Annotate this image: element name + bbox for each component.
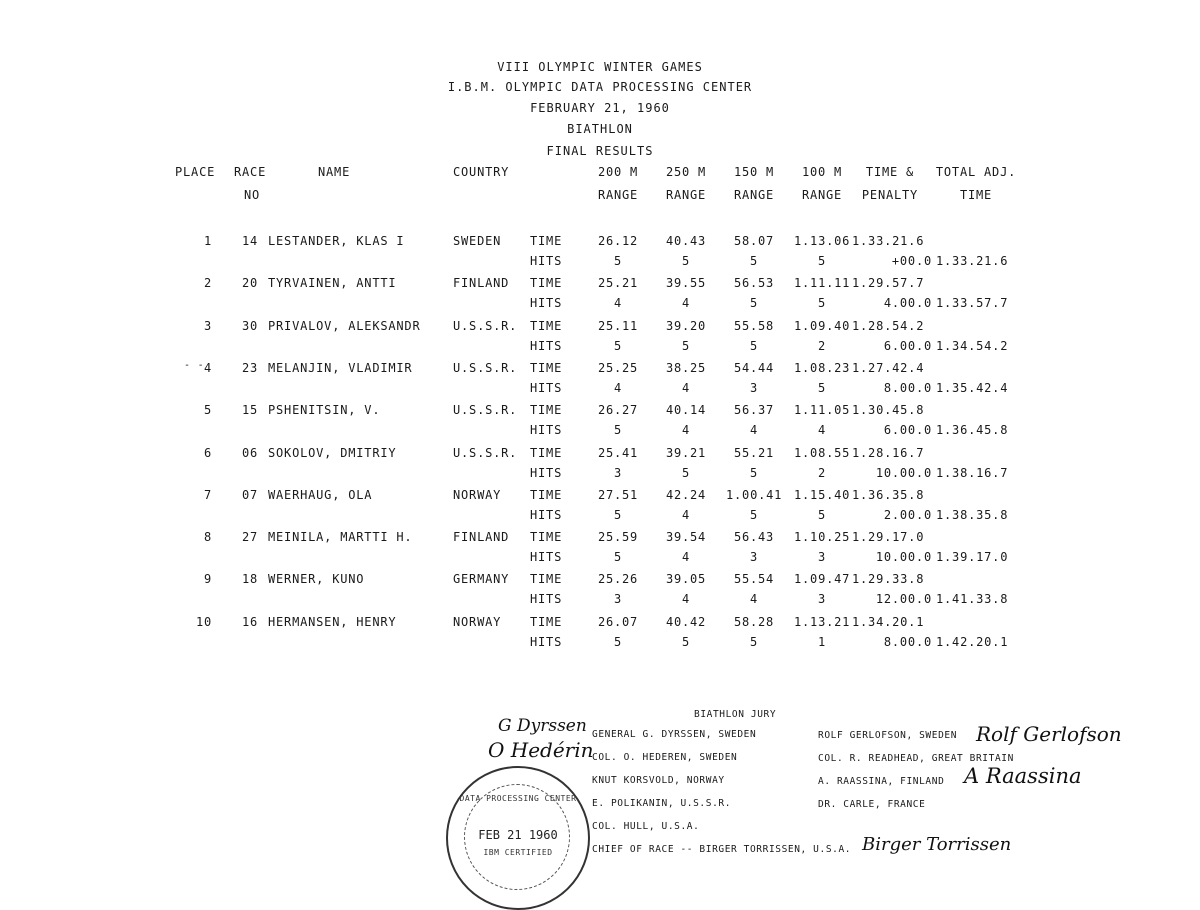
range-hits-cell: 5: [749, 507, 759, 522]
col-100m-range: RANGE: [801, 188, 843, 202]
time-label: TIME: [530, 614, 563, 629]
range-time-cell: 1.08.55: [794, 445, 851, 460]
country-cell: GERMANY: [453, 572, 510, 587]
place-cell: 5: [203, 403, 212, 418]
place-cell: 10: [195, 614, 212, 629]
range-hits-cell: 5: [817, 380, 827, 395]
adj-time-cell: 1.36.45.8: [936, 423, 1009, 438]
range-hits-cell: 4: [681, 380, 691, 395]
race-no-cell: 14: [242, 234, 259, 248]
range-time-cell: 26.12: [597, 234, 639, 248]
range-hits-cell: 5: [613, 254, 623, 268]
time-label: TIME: [530, 572, 563, 587]
range-hits-cell: 5: [817, 296, 827, 311]
range-time-cell: 1.09.47: [794, 572, 851, 587]
race-no-cell: 07: [242, 487, 259, 502]
range-time-cell: 39.21: [665, 445, 707, 460]
col-time-penalty-2: PENALTY: [861, 188, 919, 202]
jury-right-1: ROLF GERLOFSON, SWEDEN: [818, 730, 958, 741]
range-time-cell: 1.11.11: [794, 276, 851, 291]
race-no-cell: 16: [242, 614, 259, 629]
col-country: COUNTRY: [453, 165, 510, 179]
range-hits-cell: 5: [817, 254, 827, 268]
signature-torrissen: Birger Torrissen: [862, 834, 1012, 855]
hits-label: HITS: [530, 296, 563, 311]
col-150m-range: RANGE: [733, 188, 775, 202]
time-label: TIME: [530, 276, 563, 291]
range-time-cell: 40.14: [665, 403, 707, 418]
stamp-bottom-text: IBM CERTIFIED: [483, 848, 553, 857]
range-time-cell: 27.51: [597, 487, 639, 502]
range-hits-cell: 5: [749, 338, 759, 353]
country-cell: NORWAY: [453, 487, 502, 502]
time-label: TIME: [530, 403, 563, 418]
range-hits-cell: 5: [681, 254, 691, 268]
col-total-adj: TOTAL ADJ.: [935, 165, 1017, 179]
country-cell: NORWAY: [453, 614, 502, 629]
range-hits-cell: 3: [749, 550, 759, 565]
range-hits-cell: 5: [613, 507, 623, 522]
range-time-cell: 42.24: [665, 487, 707, 502]
range-time-cell: 39.55: [665, 276, 707, 291]
country-cell: U.S.S.R.: [453, 360, 518, 375]
race-no-cell: 06: [242, 445, 259, 460]
adj-time-cell: 1.38.35.8: [936, 507, 1009, 522]
range-hits-cell: 3: [817, 550, 827, 565]
range-hits-cell: 5: [613, 338, 623, 353]
signature-hederen: O Hedérin: [488, 738, 594, 762]
range-hits-cell: 4: [613, 380, 623, 395]
document-subtitle: FINAL RESULTS: [546, 144, 654, 158]
range-hits-cell: 4: [681, 592, 691, 607]
range-time-cell: 26.07: [597, 614, 639, 629]
country-cell: FINLAND: [453, 276, 510, 291]
range-time-cell: 55.21: [733, 445, 775, 460]
competitor-name: SOKOLOV, DMITRIY: [268, 445, 397, 460]
place-cell: 2: [203, 276, 212, 291]
col-name: NAME: [318, 165, 351, 179]
range-hits-cell: 1: [817, 634, 827, 649]
range-time-cell: 58.07: [733, 234, 775, 248]
range-time-cell: 25.25: [597, 360, 639, 375]
hits-label: HITS: [530, 423, 563, 438]
range-time-cell: 38.25: [665, 360, 707, 375]
time-label: TIME: [530, 487, 563, 502]
adj-time-cell: 1.34.54.2: [936, 338, 1009, 353]
time-label: TIME: [530, 360, 563, 375]
jury-left-2: COL. O. HEDEREN, SWEDEN: [592, 752, 738, 763]
range-time-cell: 39.05: [665, 572, 707, 587]
range-hits-cell: 3: [749, 380, 759, 395]
time-label: TIME: [530, 318, 563, 333]
col-time-penalty: TIME &: [865, 165, 915, 179]
competitor-name: PRIVALOV, ALEKSANDR: [268, 318, 421, 333]
penalty-cell: 6.00.0: [883, 423, 932, 438]
col-place: PLACE: [175, 165, 216, 179]
range-time-cell: 1.15.40: [794, 487, 851, 502]
range-time-cell: 55.58: [733, 318, 775, 333]
competitor-name: MEINILA, MARTTI H.: [268, 530, 413, 545]
col-race-no: NO: [244, 188, 261, 202]
range-hits-cell: 4: [749, 592, 759, 607]
range-hits-cell: 4: [613, 296, 623, 311]
range-hits-cell: 5: [749, 254, 759, 268]
competitor-name: MELANJIN, VLADIMIR: [268, 360, 413, 375]
jury-right-2: COL. R. READHEAD, GREAT BRITAIN: [818, 753, 1014, 764]
place-cell: 1: [203, 234, 212, 248]
range-hits-cell: 4: [681, 296, 691, 311]
time-label: TIME: [530, 530, 563, 545]
range-time-cell: 26.27: [597, 403, 639, 418]
range-time-cell: 39.20: [665, 318, 707, 333]
processing-center-title: I.B.M. OLYMPIC DATA PROCESSING CENTER: [447, 80, 753, 94]
col-250m-range: RANGE: [665, 188, 707, 202]
range-time-cell: 1.09.40: [794, 318, 851, 333]
jury-right-3: A. RAASSINA, FINLAND: [818, 776, 945, 787]
time-total-cell: 1.36.35.8: [852, 487, 925, 502]
place-cell: 4: [203, 360, 212, 375]
range-hits-cell: 5: [749, 296, 759, 311]
country-cell: SWEDEN: [453, 234, 502, 248]
range-time-cell: 1.13.21: [794, 614, 851, 629]
signature-gerlofson: Rolf Gerlofson: [976, 722, 1122, 746]
jury-title: BIATHLON JURY: [694, 709, 777, 720]
race-no-cell: 20: [242, 276, 259, 291]
jury-right-4: DR. CARLE, FRANCE: [818, 799, 926, 810]
place-cell: 6: [203, 445, 212, 460]
range-hits-cell: 5: [817, 507, 827, 522]
range-hits-cell: 5: [681, 465, 691, 480]
jury-left-4: E. POLIKANIN, U.S.S.R.: [592, 798, 732, 809]
adj-time-cell: 1.33.57.7: [936, 296, 1009, 311]
range-hits-cell: 4: [749, 423, 759, 438]
range-hits-cell: 4: [817, 423, 827, 438]
range-hits-cell: 2: [817, 338, 827, 353]
range-time-cell: 56.43: [733, 530, 775, 545]
adj-time-cell: 1.38.16.7: [936, 465, 1009, 480]
penalty-cell: 2.00.0: [883, 507, 932, 522]
col-200m: 200 M: [597, 165, 639, 179]
stray-mark: - -: [184, 360, 205, 371]
race-no-cell: 30: [242, 318, 259, 333]
range-time-cell: 58.28: [733, 614, 775, 629]
hits-label: HITS: [530, 465, 563, 480]
hits-label: HITS: [530, 254, 563, 268]
signature-dyrssen: G Dyrssen: [498, 716, 587, 736]
jury-left-1: GENERAL G. DYRSSEN, SWEDEN: [592, 729, 757, 740]
range-time-cell: 25.11: [597, 318, 639, 333]
range-hits-cell: 5: [749, 465, 759, 480]
place-cell: 8: [203, 530, 212, 545]
penalty-cell: 4.00.0: [883, 296, 932, 311]
range-hits-cell: 5: [613, 423, 623, 438]
range-time-cell: 25.59: [597, 530, 639, 545]
range-hits-cell: 5: [681, 338, 691, 353]
adj-time-cell: 1.39.17.0: [936, 550, 1009, 565]
penalty-cell: 12.00.0: [875, 592, 932, 607]
range-hits-cell: 4: [681, 507, 691, 522]
hits-label: HITS: [530, 550, 563, 565]
col-100m: 100 M: [801, 165, 843, 179]
adj-time-cell: 1.33.21.6: [936, 254, 1009, 268]
range-hits-cell: 3: [817, 592, 827, 607]
range-time-cell: 1.00.41: [726, 487, 783, 502]
stamp-date: FEB 21 1960: [478, 828, 558, 842]
range-time-cell: 25.26: [597, 572, 639, 587]
place-cell: 3: [203, 318, 212, 333]
time-total-cell: 1.29.17.0: [852, 530, 925, 545]
time-total-cell: 1.30.45.8: [852, 403, 925, 418]
range-time-cell: 1.13.06: [794, 234, 851, 248]
penalty-cell: 10.00.0: [875, 550, 932, 565]
race-no-cell: 23: [242, 360, 259, 375]
race-no-cell: 15: [242, 403, 259, 418]
range-time-cell: 56.37: [733, 403, 775, 418]
range-hits-cell: 5: [613, 634, 623, 649]
col-total-adj-time: TIME: [959, 188, 993, 202]
competitor-name: TYRVAINEN, ANTTI: [268, 276, 397, 291]
range-time-cell: 40.43: [665, 234, 707, 248]
range-hits-cell: 5: [613, 550, 623, 565]
penalty-cell: 10.00.0: [875, 465, 932, 480]
col-race: RACE: [234, 165, 267, 179]
range-hits-cell: 4: [681, 550, 691, 565]
range-hits-cell: 5: [749, 634, 759, 649]
country-cell: U.S.S.R.: [453, 318, 518, 333]
range-hits-cell: 2: [817, 465, 827, 480]
time-total-cell: 1.28.54.2: [852, 318, 925, 333]
time-label: TIME: [530, 445, 563, 460]
competitor-name: PSHENITSIN, V.: [268, 403, 381, 418]
range-time-cell: 40.42: [665, 614, 707, 629]
chief-of-race: CHIEF OF RACE -- BIRGER TORRISSEN, U.S.A.: [592, 844, 852, 855]
competitor-name: WERNER, KUNO: [268, 572, 365, 587]
time-total-cell: 1.29.33.8: [852, 572, 925, 587]
competitor-name: HERMANSEN, HENRY: [268, 614, 397, 629]
document-date: FEBRUARY 21, 1960: [530, 101, 670, 115]
penalty-cell: +00.0: [891, 254, 932, 268]
time-total-cell: 1.34.20.1: [852, 614, 925, 629]
games-title: VIII OLYMPIC WINTER GAMES: [497, 60, 703, 74]
adj-time-cell: 1.35.42.4: [936, 380, 1009, 395]
jury-left-5: COL. HULL, U.S.A.: [592, 821, 700, 832]
stamp-top-text: DATA PROCESSING CENTER: [459, 794, 577, 803]
range-hits-cell: 3: [613, 465, 623, 480]
penalty-cell: 8.00.0: [883, 380, 932, 395]
col-250m: 250 M: [665, 165, 707, 179]
penalty-cell: 6.00.0: [883, 338, 932, 353]
competitor-name: LESTANDER, KLAS I: [268, 234, 405, 248]
penalty-cell: 8.00.0: [883, 634, 932, 649]
country-cell: U.S.S.R.: [453, 403, 518, 418]
range-time-cell: 39.54: [665, 530, 707, 545]
race-no-cell: 27: [242, 530, 259, 545]
country-cell: FINLAND: [453, 530, 510, 545]
adj-time-cell: 1.42.20.1: [936, 634, 1009, 649]
range-hits-cell: 5: [681, 634, 691, 649]
hits-label: HITS: [530, 592, 563, 607]
range-time-cell: 1.08.23: [794, 360, 851, 375]
time-total-cell: 1.28.16.7: [852, 445, 925, 460]
race-no-cell: 18: [242, 572, 259, 587]
range-time-cell: 25.21: [597, 276, 639, 291]
range-hits-cell: 3: [613, 592, 623, 607]
time-total-cell: 1.29.57.7: [852, 276, 925, 291]
time-total-cell: 1.33.21.6: [852, 234, 925, 248]
range-hits-cell: 4: [681, 423, 691, 438]
hits-label: HITS: [530, 634, 563, 649]
range-time-cell: 54.44: [733, 360, 775, 375]
official-stamp: [446, 766, 590, 910]
event-title: BIATHLON: [567, 122, 633, 136]
place-cell: 9: [203, 572, 212, 587]
place-cell: 7: [203, 487, 212, 502]
range-time-cell: 55.54: [733, 572, 775, 587]
hits-label: HITS: [530, 338, 563, 353]
time-total-cell: 1.27.42.4: [852, 360, 925, 375]
hits-label: HITS: [530, 380, 563, 395]
range-time-cell: 25.41: [597, 445, 639, 460]
col-200m-range: RANGE: [597, 188, 639, 202]
range-time-cell: 56.53: [733, 276, 775, 291]
range-time-cell: 1.11.05: [794, 403, 851, 418]
range-time-cell: 1.10.25: [794, 530, 851, 545]
time-label: TIME: [530, 234, 563, 248]
col-150m: 150 M: [733, 165, 775, 179]
adj-time-cell: 1.41.33.8: [936, 592, 1009, 607]
jury-left-3: KNUT KORSVOLD, NORWAY: [592, 775, 725, 786]
competitor-name: WAERHAUG, OLA: [268, 487, 373, 502]
signature-raassina: A Raassina: [964, 764, 1082, 788]
country-cell: U.S.S.R.: [453, 445, 518, 460]
hits-label: HITS: [530, 507, 563, 522]
